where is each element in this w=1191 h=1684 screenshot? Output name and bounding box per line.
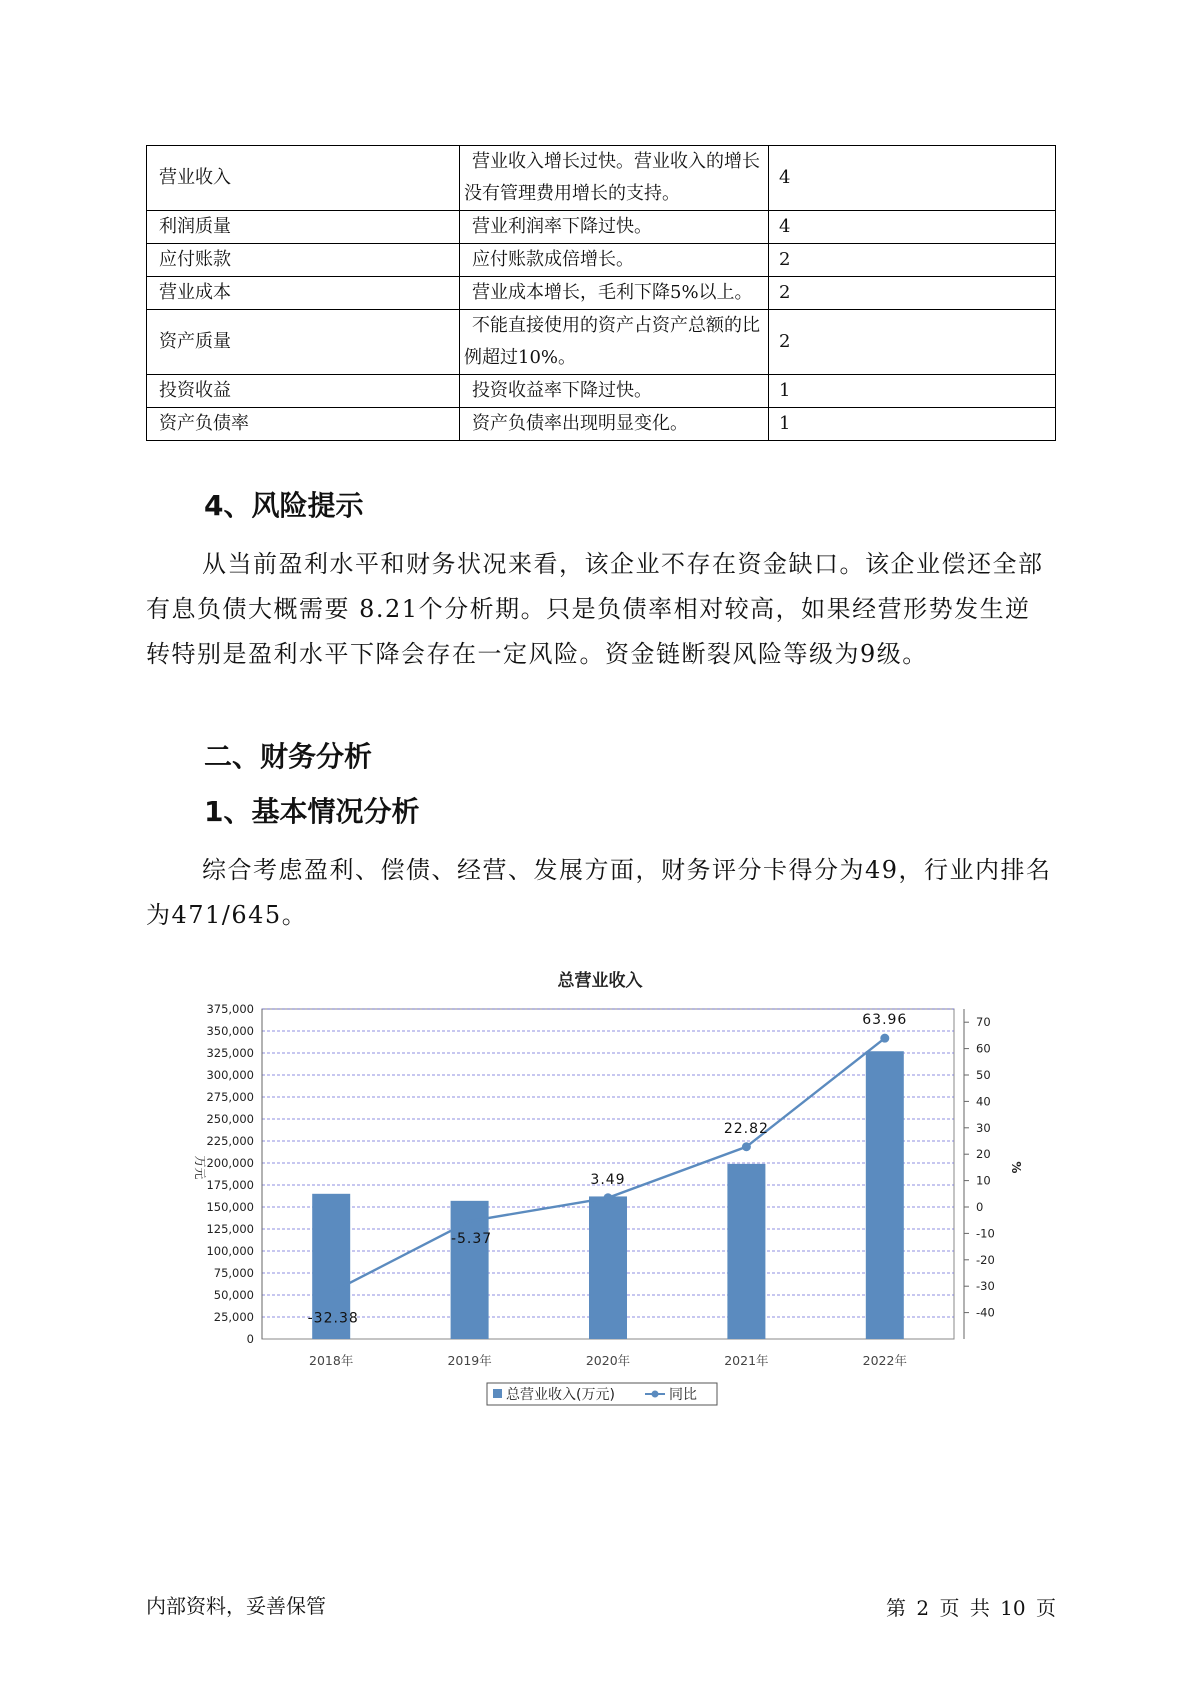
y2-tick-label: 60 (976, 1041, 991, 1056)
risk-description-cell (460, 146, 769, 211)
y2-tick-label: -30 (976, 1279, 995, 1294)
x-tick-label: 2021年 (724, 1353, 769, 1368)
risk-paragraph: 从当前盈利水平和财务状况来看，该企业不存在资金缺口。该企业偿还全部有息负债大概需要 8.21个分析期。只是负债率相对较高，如果经营形势发生逆转特别是盈利水平下降会存在一定风险。资金链断裂风险等级为9级。 (146, 550, 1044, 668)
y-tick-label: 200,000 (206, 1156, 254, 1170)
chart-title: 总营业收入 (557, 971, 643, 991)
risk-description-cell (460, 375, 769, 408)
risk-table-row (147, 408, 1056, 441)
risk-item-cell: 投资收益 (147, 375, 460, 408)
risk-table-row (147, 146, 1056, 211)
risk-item-cell: 资产质量 (147, 310, 460, 375)
risk-description-cell (460, 244, 769, 277)
yoy-point (742, 1142, 751, 1151)
risk-score-cell: 2 (769, 277, 1056, 310)
revenue-chart (180, 955, 1040, 1425)
y2-tick-label: 50 (976, 1068, 991, 1082)
y-tick-label: 350,000 (206, 1024, 254, 1038)
risk-table-row (147, 310, 1056, 375)
risk-table (146, 145, 1056, 441)
risk-heading: 4、风险提示 (204, 489, 364, 522)
revenue-bar (866, 1051, 904, 1339)
risk-description-cell (460, 408, 769, 441)
y-tick-label: 25,000 (213, 1310, 254, 1324)
basic-analysis-heading: 1、基本情况分析 (204, 795, 420, 828)
y2-tick-label: 30 (976, 1120, 991, 1135)
risk-score-cell: 4 (769, 146, 1056, 211)
risk-description-text: 营业收入增长过快。营业收入的增长没有管理费用增长的支持。 (464, 151, 760, 204)
yoy-data-label: 22.82 (723, 1120, 769, 1137)
yoy-data-label: 63.96 (862, 1012, 908, 1029)
y-tick-label: 300,000 (206, 1068, 254, 1082)
revenue-bar (727, 1164, 765, 1339)
revenue-bar (589, 1196, 627, 1339)
risk-table-body (147, 146, 1056, 441)
legend-bar-label: 总营业收入(万元) (506, 1387, 615, 1403)
y2-tick-label: 0 (976, 1200, 984, 1214)
y2-tick-label: -10 (976, 1226, 995, 1241)
y2-tick-label: -20 (976, 1252, 995, 1267)
risk-table-row (147, 375, 1056, 408)
y-tick-label: 250,000 (206, 1112, 254, 1126)
risk-description-text: 不能直接使用的资产占资产总额的比例超过10%。 (464, 315, 760, 368)
risk-table-row (147, 277, 1056, 310)
risk-description-text: 应付账款成倍增长。 (472, 249, 634, 270)
risk-description-text: 投资收益率下降过快。 (472, 380, 652, 401)
y2-tick-label: 70 (976, 1015, 991, 1030)
y-tick-label: 175,000 (206, 1178, 254, 1192)
y-tick-label: 375,000 (206, 1002, 254, 1016)
risk-description-text: 营业成本增长，毛利下降5%以上。 (472, 282, 753, 303)
risk-score-cell: 2 (769, 244, 1056, 277)
y-tick-label: 125,000 (206, 1222, 254, 1236)
y-tick-label: 50,000 (213, 1288, 254, 1302)
risk-description-cell (460, 310, 769, 375)
risk-score-cell: 1 (769, 408, 1056, 441)
yoy-point (880, 1034, 889, 1043)
y-tick-label: 325,000 (206, 1046, 254, 1060)
legend-line-marker (652, 1391, 659, 1398)
basic-analysis-paragraph: 综合考虑盈利、偿债、经营、发展方面，财务评分卡得分为49，行业内排名为471/645。 (146, 856, 1052, 929)
yoy-data-label: 3.49 (590, 1171, 626, 1188)
risk-item-cell: 营业成本 (147, 277, 460, 310)
finance-heading: 二、财务分析 (204, 740, 373, 773)
y2-tick-label: 20 (976, 1147, 991, 1162)
y-tick-label: 0 (246, 1332, 254, 1346)
yoy-data-label: -5.37 (450, 1231, 493, 1248)
x-tick-label: 2022年 (862, 1353, 907, 1368)
x-tick-label: 2018年 (309, 1353, 354, 1368)
risk-item-cell: 利润质量 (147, 211, 460, 244)
y-tick-label: 150,000 (206, 1200, 254, 1214)
yoy-data-label: -32.38 (307, 1310, 359, 1327)
x-tick-label: 2020年 (585, 1353, 631, 1368)
risk-item-cell: 应付账款 (147, 244, 460, 277)
y2-tick-label: 10 (976, 1173, 991, 1188)
legend-bar-swatch (493, 1389, 502, 1398)
y2-tick-label: 40 (976, 1094, 991, 1109)
risk-description-text: 营业利润率下降过快。 (472, 216, 652, 237)
y2-tick-label: -40 (976, 1305, 995, 1320)
y-axis-label: 万元 (193, 1155, 207, 1180)
risk-description-cell (460, 277, 769, 310)
risk-score-cell: 2 (769, 310, 1056, 375)
risk-table-row (147, 211, 1056, 244)
x-tick-label: 2019年 (447, 1353, 492, 1368)
yoy-point (604, 1193, 613, 1202)
risk-description-cell (460, 211, 769, 244)
risk-description-text: 资产负债率出现明显变化。 (472, 413, 688, 434)
legend-line-label: 同比 (669, 1387, 697, 1403)
risk-score-cell: 1 (769, 375, 1056, 408)
risk-table-row (147, 244, 1056, 277)
risk-item-cell: 营业收入 (147, 146, 460, 211)
risk-item-cell: 资产负债率 (147, 408, 460, 441)
footer-page-number: 第 2 页 共 10 页 (886, 1596, 1056, 1620)
risk-score-cell: 4 (769, 211, 1056, 244)
footer-confidential: 内部资料，妥善保管 (146, 1594, 326, 1618)
y-tick-label: 225,000 (206, 1134, 254, 1148)
y-tick-label: 100,000 (206, 1244, 254, 1258)
y-tick-label: 75,000 (213, 1266, 254, 1280)
y-tick-label: 275,000 (206, 1090, 254, 1104)
y2-axis-label: % (1009, 1161, 1023, 1174)
